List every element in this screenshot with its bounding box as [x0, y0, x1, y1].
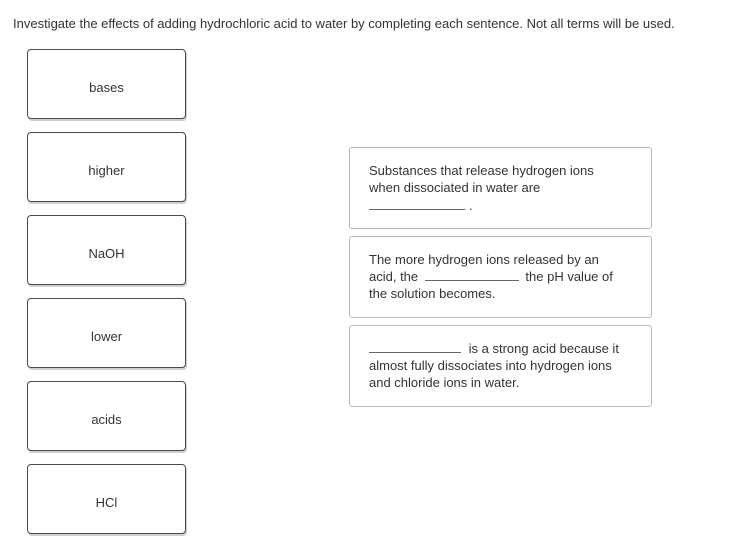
term-tile-acids[interactable]	[27, 381, 186, 451]
term-tile-hcl[interactable]	[27, 464, 186, 534]
sentence-card-2	[349, 236, 652, 318]
term-tile-naoh[interactable]	[27, 215, 186, 285]
drop-blank-1[interactable]	[369, 199, 465, 210]
term-tile-bases[interactable]	[27, 49, 186, 119]
sentence-3-line-1-end: is a strong acid because it	[468, 341, 619, 356]
sentence-2-line-2-end: the pH value of	[525, 269, 613, 284]
term-label: HCl	[95, 495, 118, 510]
sentence-3-line-2: almost fully dissociates into hydrogen ions	[369, 358, 612, 373]
term-label: higher	[88, 163, 125, 178]
sentence-2-line-2	[369, 268, 631, 285]
sentence-2-line-2-start: acid, the	[369, 269, 419, 284]
sentence-card-1	[349, 147, 652, 229]
sentence-2-line-1: The more hydrogen ions released by an	[369, 252, 599, 267]
sentence-1-line-1: Substances that release hydrogen ions	[369, 163, 594, 178]
drop-blank-2[interactable]	[425, 270, 519, 281]
term-tile-lower[interactable]	[27, 298, 186, 368]
sentence-3-line-3: and chloride ions in water.	[369, 375, 520, 390]
term-label: acids	[91, 412, 122, 427]
term-label: lower	[90, 329, 123, 344]
drop-blank-3[interactable]	[369, 342, 461, 353]
sentence-1-line-3	[369, 197, 631, 214]
sentence-3-line-1	[369, 340, 631, 357]
term-label: NaOH	[88, 246, 125, 261]
instructions-text: Investigate the effects of adding hydrochloric acid to water by completing each sentence. Not all terms will be used.	[13, 16, 675, 31]
sentence-1-period: .	[469, 198, 473, 213]
sentence-1-line-2: when dissociated in water are	[369, 180, 541, 195]
sentence-card-3	[349, 325, 652, 407]
term-tile-higher[interactable]	[27, 132, 186, 202]
term-label: bases	[89, 80, 124, 95]
sentence-2-line-3: the solution becomes.	[369, 286, 496, 301]
